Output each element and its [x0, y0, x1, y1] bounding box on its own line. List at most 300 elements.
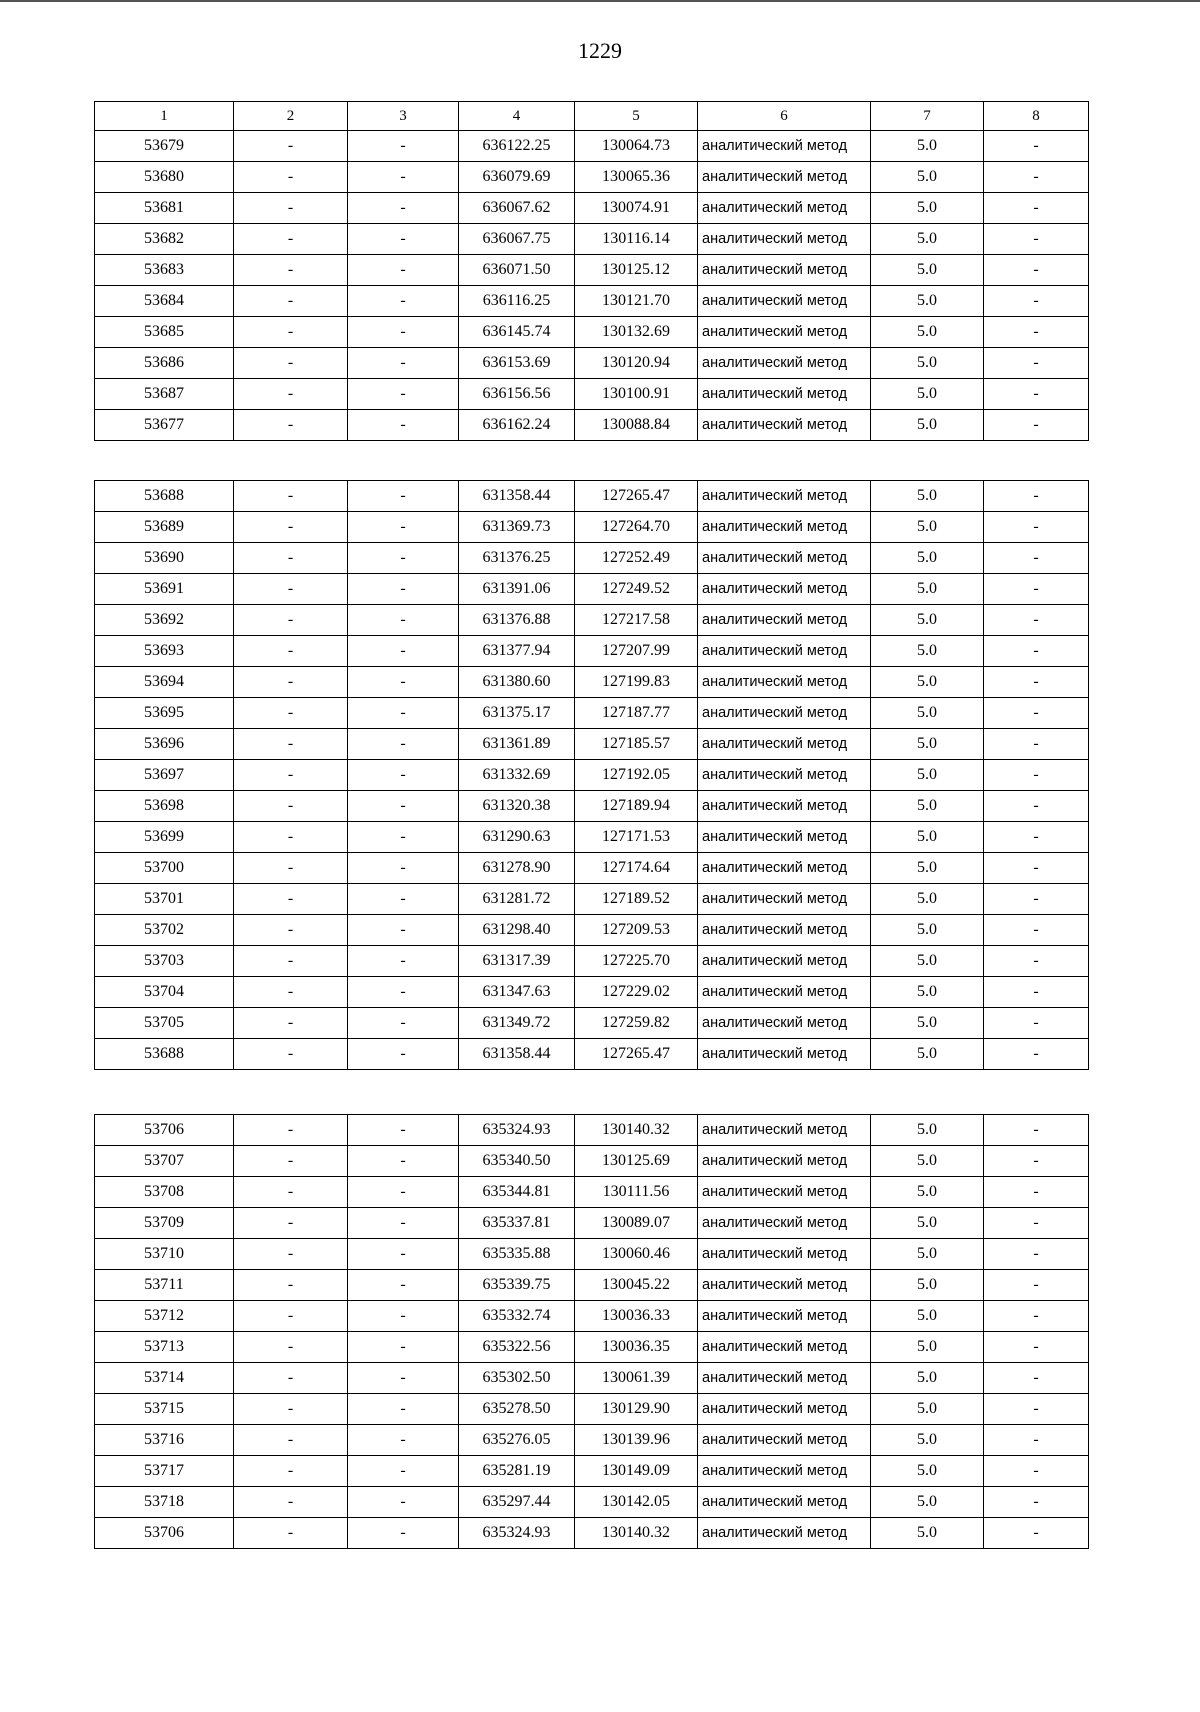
- table-cell: 631281.72: [459, 884, 575, 915]
- table-cell: 631358.44: [459, 481, 575, 512]
- table-cell: -: [348, 1394, 459, 1425]
- table-cell: 130036.33: [575, 1301, 698, 1332]
- table-cell: -: [348, 698, 459, 729]
- table-cell: аналитический метод: [698, 1177, 871, 1208]
- table-cell: -: [984, 255, 1089, 286]
- table-cell: -: [348, 131, 459, 162]
- table-cell: аналитический метод: [698, 1115, 871, 1146]
- table-cell: -: [984, 574, 1089, 605]
- table-cell: -: [234, 348, 348, 379]
- column-header: 4: [459, 102, 575, 131]
- table-cell: -: [984, 884, 1089, 915]
- table-cell: -: [234, 224, 348, 255]
- table-cell: 127207.99: [575, 636, 698, 667]
- table-cell: 631278.90: [459, 853, 575, 884]
- table-cell: -: [234, 1487, 348, 1518]
- table-cell: 127192.05: [575, 760, 698, 791]
- table-cell: 130149.09: [575, 1456, 698, 1487]
- table-cell: -: [348, 822, 459, 853]
- table-cell: -: [984, 1394, 1089, 1425]
- table-cell: 127264.70: [575, 512, 698, 543]
- table-cell: 53714: [95, 1363, 234, 1394]
- table-cell: -: [234, 1177, 348, 1208]
- table-cell: 53697: [95, 760, 234, 791]
- table-cell: -: [234, 1425, 348, 1456]
- table-cell: -: [348, 853, 459, 884]
- table-cell: -: [348, 193, 459, 224]
- table-cell: -: [348, 915, 459, 946]
- table-cell: 636122.25: [459, 131, 575, 162]
- table-cell: -: [234, 1394, 348, 1425]
- table-cell: -: [348, 1008, 459, 1039]
- table-row: [95, 977, 1089, 1008]
- table-cell: 5.0: [871, 317, 984, 348]
- table-cell: -: [234, 379, 348, 410]
- table-row: [95, 1332, 1089, 1363]
- table-row: [95, 512, 1089, 543]
- table-cell: -: [984, 348, 1089, 379]
- table-cell: -: [234, 1208, 348, 1239]
- table-cell: аналитический метод: [698, 1332, 871, 1363]
- table-cell: аналитический метод: [698, 853, 871, 884]
- table-cell: -: [348, 1363, 459, 1394]
- table-cell: -: [348, 1332, 459, 1363]
- table-cell: 5.0: [871, 131, 984, 162]
- table-cell: -: [234, 574, 348, 605]
- table-cell: аналитический метод: [698, 481, 871, 512]
- table-cell: -: [234, 193, 348, 224]
- table-cell: 53715: [95, 1394, 234, 1425]
- table-row: [95, 379, 1089, 410]
- table-cell: -: [234, 317, 348, 348]
- table-cell: 635340.50: [459, 1146, 575, 1177]
- table-cell: -: [234, 481, 348, 512]
- page-number: 1229: [578, 38, 622, 63]
- table-cell: 130116.14: [575, 224, 698, 255]
- table-row: [95, 946, 1089, 977]
- table-row: [95, 791, 1089, 822]
- table-cell: -: [348, 1456, 459, 1487]
- table-cell: -: [234, 1039, 348, 1070]
- table-cell: 631369.73: [459, 512, 575, 543]
- table-row: [95, 224, 1089, 255]
- table-cell: 130121.70: [575, 286, 698, 317]
- column-header: 6: [698, 102, 871, 131]
- table-cell: 5.0: [871, 636, 984, 667]
- table-cell: 5.0: [871, 224, 984, 255]
- table-cell: 53693: [95, 636, 234, 667]
- table-cell: 127189.52: [575, 884, 698, 915]
- table-cell: -: [348, 286, 459, 317]
- column-header: 3: [348, 102, 459, 131]
- table-cell: аналитический метод: [698, 636, 871, 667]
- table-cell: 5.0: [871, 977, 984, 1008]
- table-cell: -: [234, 131, 348, 162]
- table-cell: 53692: [95, 605, 234, 636]
- table-cell: аналитический метод: [698, 977, 871, 1008]
- table-cell: -: [348, 1115, 459, 1146]
- table-cell: -: [984, 543, 1089, 574]
- table-row: [95, 884, 1089, 915]
- table-cell: 5.0: [871, 1039, 984, 1070]
- table-cell: 127225.70: [575, 946, 698, 977]
- table-cell: -: [984, 1518, 1089, 1549]
- table-row: [95, 822, 1089, 853]
- table-cell: 631376.88: [459, 605, 575, 636]
- table-cell: 127229.02: [575, 977, 698, 1008]
- table-cell: 127249.52: [575, 574, 698, 605]
- table-cell: аналитический метод: [698, 822, 871, 853]
- table-cell: 130132.69: [575, 317, 698, 348]
- table-cell: аналитический метод: [698, 574, 871, 605]
- table-cell: аналитический метод: [698, 317, 871, 348]
- table-cell: -: [984, 698, 1089, 729]
- table-cell: 635302.50: [459, 1363, 575, 1394]
- table-cell: аналитический метод: [698, 1456, 871, 1487]
- table-cell: 5.0: [871, 379, 984, 410]
- table-cell: 631332.69: [459, 760, 575, 791]
- table-cell: 5.0: [871, 512, 984, 543]
- table-cell: -: [348, 1208, 459, 1239]
- table-cell: 127265.47: [575, 1039, 698, 1070]
- table-cell: аналитический метод: [698, 698, 871, 729]
- table-cell: 53681: [95, 193, 234, 224]
- table-cell: -: [348, 410, 459, 441]
- table-row: [95, 853, 1089, 884]
- table-cell: 635278.50: [459, 1394, 575, 1425]
- table-cell: 130036.35: [575, 1332, 698, 1363]
- table-cell: -: [348, 605, 459, 636]
- table-cell: аналитический метод: [698, 543, 871, 574]
- table-cell: -: [348, 348, 459, 379]
- table-cell: аналитический метод: [698, 884, 871, 915]
- table-cell: 127252.49: [575, 543, 698, 574]
- table-cell: 53679: [95, 131, 234, 162]
- table-cell: аналитический метод: [698, 379, 871, 410]
- table-cell: -: [348, 729, 459, 760]
- table-cell: 636067.75: [459, 224, 575, 255]
- table-cell: 53694: [95, 667, 234, 698]
- table-cell: 53706: [95, 1115, 234, 1146]
- table-cell: -: [984, 1208, 1089, 1239]
- table-cell: 635332.74: [459, 1301, 575, 1332]
- table-cell: 636079.69: [459, 162, 575, 193]
- table-cell: -: [234, 543, 348, 574]
- table-cell: -: [234, 1518, 348, 1549]
- table-cell: 635324.93: [459, 1518, 575, 1549]
- table-cell: 631376.25: [459, 543, 575, 574]
- table-cell: -: [348, 255, 459, 286]
- table-cell: 130142.05: [575, 1487, 698, 1518]
- table-cell: -: [348, 481, 459, 512]
- table-cell: 631290.63: [459, 822, 575, 853]
- table-cell: -: [234, 1239, 348, 1270]
- table-cell: 130120.94: [575, 348, 698, 379]
- table-cell: 635335.88: [459, 1239, 575, 1270]
- coordinates-table-3: [94, 1114, 1089, 1549]
- table-cell: 5.0: [871, 1487, 984, 1518]
- table-row: [95, 698, 1089, 729]
- table-cell: 635344.81: [459, 1177, 575, 1208]
- table-cell: -: [984, 512, 1089, 543]
- table-cell: 127199.83: [575, 667, 698, 698]
- table-cell: 53713: [95, 1332, 234, 1363]
- table-cell: 53718: [95, 1487, 234, 1518]
- table-cell: 636067.62: [459, 193, 575, 224]
- table-cell: -: [984, 853, 1089, 884]
- table-cell: 5.0: [871, 286, 984, 317]
- table-cell: 5.0: [871, 760, 984, 791]
- table-cell: 631391.06: [459, 574, 575, 605]
- table-cell: 53704: [95, 977, 234, 1008]
- table-cell: аналитический метод: [698, 667, 871, 698]
- table-cell: -: [348, 977, 459, 1008]
- table-cell: 635337.81: [459, 1208, 575, 1239]
- table-cell: 127217.58: [575, 605, 698, 636]
- table-cell: аналитический метод: [698, 162, 871, 193]
- table-cell: 53685: [95, 317, 234, 348]
- table-row: [95, 1146, 1089, 1177]
- table-row: [95, 1177, 1089, 1208]
- table-row: [95, 1456, 1089, 1487]
- table-cell: 53705: [95, 1008, 234, 1039]
- table-cell: -: [234, 1301, 348, 1332]
- table-cell: -: [234, 729, 348, 760]
- table-row: [95, 131, 1089, 162]
- table-cell: -: [984, 1115, 1089, 1146]
- table-cell: -: [984, 1270, 1089, 1301]
- table-row: [95, 1208, 1089, 1239]
- table-cell: -: [234, 791, 348, 822]
- table-cell: -: [984, 410, 1089, 441]
- table-cell: -: [984, 162, 1089, 193]
- table-cell: 635281.19: [459, 1456, 575, 1487]
- coordinates-table-1: [94, 101, 1089, 441]
- table-cell: 53696: [95, 729, 234, 760]
- table-cell: -: [348, 1270, 459, 1301]
- table-row: [95, 410, 1089, 441]
- table-cell: 5.0: [871, 791, 984, 822]
- table-cell: аналитический метод: [698, 1363, 871, 1394]
- table-cell: 5.0: [871, 410, 984, 441]
- table-cell: 5.0: [871, 1332, 984, 1363]
- table-cell: 636156.56: [459, 379, 575, 410]
- table-cell: 631358.44: [459, 1039, 575, 1070]
- table-cell: 5.0: [871, 1239, 984, 1270]
- table-cell: 631361.89: [459, 729, 575, 760]
- table-cell: -: [984, 791, 1089, 822]
- table-cell: -: [348, 1301, 459, 1332]
- table-cell: -: [348, 512, 459, 543]
- table-cell: 53711: [95, 1270, 234, 1301]
- table-cell: 53691: [95, 574, 234, 605]
- table-row: [95, 481, 1089, 512]
- table-cell: -: [234, 162, 348, 193]
- table-cell: 5.0: [871, 667, 984, 698]
- table-cell: -: [234, 605, 348, 636]
- table-cell: 53689: [95, 512, 234, 543]
- table-cell: 130125.69: [575, 1146, 698, 1177]
- table-cell: аналитический метод: [698, 1518, 871, 1549]
- table-cell: -: [984, 379, 1089, 410]
- table-cell: аналитический метод: [698, 605, 871, 636]
- table-cell: -: [234, 1008, 348, 1039]
- table-cell: -: [234, 512, 348, 543]
- table-cell: 130088.84: [575, 410, 698, 441]
- table-cell: 5.0: [871, 1394, 984, 1425]
- table-cell: -: [984, 1456, 1089, 1487]
- table-cell: -: [234, 853, 348, 884]
- table-cell: -: [348, 1518, 459, 1549]
- table-cell: 53699: [95, 822, 234, 853]
- table-row: [95, 605, 1089, 636]
- table-cell: 5.0: [871, 1456, 984, 1487]
- table-cell: -: [234, 1146, 348, 1177]
- table-cell: 5.0: [871, 1146, 984, 1177]
- table-cell: -: [984, 224, 1089, 255]
- table-cell: -: [234, 667, 348, 698]
- table-cell: 53703: [95, 946, 234, 977]
- table-cell: 130065.36: [575, 162, 698, 193]
- table-cell: 5.0: [871, 348, 984, 379]
- table-row: [95, 667, 1089, 698]
- table-row: [95, 574, 1089, 605]
- table-cell: 631298.40: [459, 915, 575, 946]
- table-cell: 53682: [95, 224, 234, 255]
- table-cell: 5.0: [871, 698, 984, 729]
- table-cell: 130140.32: [575, 1518, 698, 1549]
- table-cell: -: [348, 791, 459, 822]
- table-cell: 5.0: [871, 1425, 984, 1456]
- table-cell: 5.0: [871, 574, 984, 605]
- table-cell: -: [984, 915, 1089, 946]
- table-cell: 5.0: [871, 1301, 984, 1332]
- table-cell: -: [234, 1332, 348, 1363]
- table-header-row: [95, 102, 1089, 131]
- table-cell: 130129.90: [575, 1394, 698, 1425]
- table-cell: 631347.63: [459, 977, 575, 1008]
- table-cell: аналитический метод: [698, 286, 871, 317]
- column-header: 7: [871, 102, 984, 131]
- table-cell: -: [348, 162, 459, 193]
- table-cell: -: [984, 1008, 1089, 1039]
- table-cell: -: [234, 286, 348, 317]
- table-row: [95, 636, 1089, 667]
- table-cell: 127259.82: [575, 1008, 698, 1039]
- table-cell: 53701: [95, 884, 234, 915]
- table-cell: 130064.73: [575, 131, 698, 162]
- table-cell: -: [984, 1487, 1089, 1518]
- table-cell: -: [348, 317, 459, 348]
- table-cell: аналитический метод: [698, 193, 871, 224]
- table-cell: 5.0: [871, 1177, 984, 1208]
- table-cell: 5.0: [871, 605, 984, 636]
- table-cell: 635276.05: [459, 1425, 575, 1456]
- table-cell: -: [348, 760, 459, 791]
- table-cell: 53717: [95, 1456, 234, 1487]
- table-cell: -: [984, 605, 1089, 636]
- table-cell: -: [984, 131, 1089, 162]
- table-cell: -: [348, 1425, 459, 1456]
- table-cell: -: [234, 884, 348, 915]
- table-cell: 5.0: [871, 255, 984, 286]
- table-cell: -: [348, 1487, 459, 1518]
- table-row: [95, 1270, 1089, 1301]
- table-cell: 127185.57: [575, 729, 698, 760]
- table-cell: 631317.39: [459, 946, 575, 977]
- table-cell: аналитический метод: [698, 946, 871, 977]
- table-cell: -: [234, 1456, 348, 1487]
- table-cell: 636162.24: [459, 410, 575, 441]
- table-cell: 636116.25: [459, 286, 575, 317]
- table-cell: аналитический метод: [698, 1394, 871, 1425]
- table-row: [95, 317, 1089, 348]
- table-cell: 5.0: [871, 1363, 984, 1394]
- table-cell: 5.0: [871, 884, 984, 915]
- table-cell: 130074.91: [575, 193, 698, 224]
- table-cell: 5.0: [871, 1115, 984, 1146]
- table-cell: 53686: [95, 348, 234, 379]
- table-cell: -: [234, 1115, 348, 1146]
- coordinates-table-2: [94, 480, 1089, 1070]
- table-cell: 5.0: [871, 1208, 984, 1239]
- table-cell: -: [234, 698, 348, 729]
- table-cell: аналитический метод: [698, 410, 871, 441]
- table-cell: -: [348, 1177, 459, 1208]
- table-cell: -: [234, 977, 348, 1008]
- table-cell: -: [984, 1332, 1089, 1363]
- table-cell: 636153.69: [459, 348, 575, 379]
- table-row: [95, 1239, 1089, 1270]
- table-row: [95, 915, 1089, 946]
- column-header: 1: [95, 102, 234, 131]
- table-row: [95, 1518, 1089, 1549]
- table-cell: 53709: [95, 1208, 234, 1239]
- table-row: [95, 286, 1089, 317]
- table-cell: -: [348, 946, 459, 977]
- top-rule: [0, 0, 1200, 2]
- table-cell: 53707: [95, 1146, 234, 1177]
- table-cell: 53700: [95, 853, 234, 884]
- table-cell: -: [348, 884, 459, 915]
- table-cell: -: [984, 822, 1089, 853]
- table-cell: 5.0: [871, 193, 984, 224]
- table-row: [95, 760, 1089, 791]
- table-cell: -: [348, 1146, 459, 1177]
- table-cell: 53708: [95, 1177, 234, 1208]
- table-cell: -: [234, 946, 348, 977]
- table-cell: 635297.44: [459, 1487, 575, 1518]
- table-cell: -: [984, 1301, 1089, 1332]
- table-cell: -: [348, 636, 459, 667]
- table-cell: 53677: [95, 410, 234, 441]
- table-cell: 127174.64: [575, 853, 698, 884]
- table-cell: 130140.32: [575, 1115, 698, 1146]
- table-cell: -: [234, 1363, 348, 1394]
- table-cell: 130089.07: [575, 1208, 698, 1239]
- table-cell: -: [984, 1146, 1089, 1177]
- table-cell: 127189.94: [575, 791, 698, 822]
- table-cell: 635322.56: [459, 1332, 575, 1363]
- table-cell: 53695: [95, 698, 234, 729]
- column-header: 2: [234, 102, 348, 131]
- table-cell: аналитический метод: [698, 512, 871, 543]
- table-cell: -: [984, 1039, 1089, 1070]
- table-row: [95, 1301, 1089, 1332]
- table-row: [95, 193, 1089, 224]
- table-cell: 130111.56: [575, 1177, 698, 1208]
- table-cell: -: [348, 1239, 459, 1270]
